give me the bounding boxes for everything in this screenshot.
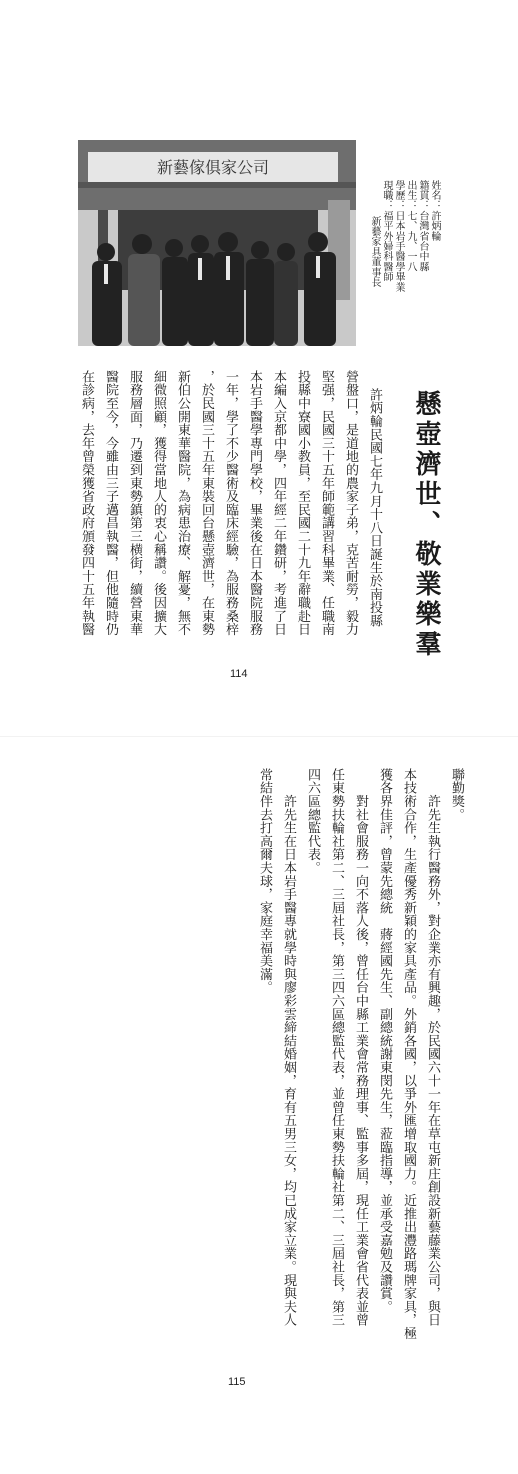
body-column: 醫院至今，今雖由三子邁昌執醫，但他隨時仍 bbox=[103, 370, 118, 636]
body-column: 在診病，去年曾榮獲省政府頒發四十五年執醫 bbox=[79, 370, 94, 636]
body-column: 營盤口，是道地的農家子弟，克苦耐勞，毅力 bbox=[343, 370, 358, 636]
body-column: 一年，學了不少醫術及臨床經驗，為服務桑梓 bbox=[223, 370, 238, 636]
body-column: 本技術合作，生產優秀新穎的家具產品。外銷各國，以爭外匯增取國力。近推出灃路瑪牌家具，極 bbox=[401, 768, 416, 1340]
body-column: 聯勤獎。 bbox=[449, 768, 464, 822]
body-column: 新伯公開東華醫院，為病患治療、解憂，無不 bbox=[175, 370, 190, 636]
caption-education: 學歷：日本岩手醫學畢業 bbox=[393, 180, 404, 293]
group-photo bbox=[78, 140, 356, 346]
body-column: 四六區總監代表。 bbox=[305, 768, 320, 875]
body-column: 常結伴去打高爾夫球，家庭幸福美滿。 bbox=[257, 768, 272, 995]
page-divider bbox=[0, 736, 518, 737]
caption-position: 現職：福平外婦科醫師 bbox=[381, 180, 392, 282]
body-column: 細微照顧，獲得當地人的衷心稱讚。後因擴大 bbox=[151, 370, 166, 636]
group-photo-illustration bbox=[78, 140, 356, 346]
page-number-114: 114 bbox=[230, 668, 248, 680]
article-title: 懸壺濟世、敬業樂羣 bbox=[411, 390, 441, 660]
body-column: 堅强，民國三十五年師範講習科畢業、任職南 bbox=[319, 370, 334, 636]
caption-birth: 出生：七、九、一八 bbox=[405, 180, 416, 272]
caption-name: 姓名：許炳輪 bbox=[429, 180, 440, 242]
body-column: 投縣中寮國小教員，至民國二十九年辭職赴日 bbox=[295, 370, 310, 636]
body-column: 服務層面，乃遷到東勢鎮第三横街，續營東華 bbox=[127, 370, 142, 636]
body-column: 對社會服務一向不落人後，曾任台中縣工業會常務理事、監事多屆，現任工業會省代表並曾 bbox=[353, 768, 368, 1327]
page-number-115: 115 bbox=[228, 1376, 246, 1388]
company-sign-text: 新藝傢俱家公司 bbox=[156, 158, 270, 177]
caption-position-2: 新藝家具董事長 bbox=[369, 216, 380, 288]
body-column: 許先生執行醫務外，對企業亦有興趣，於民國六十一年在草屯新庄創設新藝藤業公司，與日 bbox=[425, 768, 440, 1327]
body-column: 本編入京都中學，四年經二年鑽研，考進了日 bbox=[271, 370, 286, 636]
body-column: 許炳輪民國七年九月十八日誕生於南投縣 bbox=[367, 388, 382, 628]
body-column: 許先生在日本岩手醫專就學時與廖彩雲締結婚姻，育有五男三女，均已成家立業。現與夫人 bbox=[281, 768, 296, 1327]
body-column: 獲各界佳評，曾蒙先總統 蔣經國先生、副總統謝東閔先生，蒞臨指導，並承受嘉勉及讚賞。 bbox=[377, 768, 392, 1314]
body-column: 任東勢扶輪社第二、三屆社長，第三四六區總監代表，並曾任東勢扶輪社第二、三屆社長，第三 bbox=[329, 768, 344, 1327]
body-column: 本岩手醫學專門學校，畢業後在日本醫院服務 bbox=[247, 370, 262, 636]
caption-origin: 籍貫：台灣省台中縣 bbox=[417, 180, 428, 272]
body-column: ，於民國三十五年東裝回台懸壺濟世，在東勢 bbox=[199, 370, 214, 636]
